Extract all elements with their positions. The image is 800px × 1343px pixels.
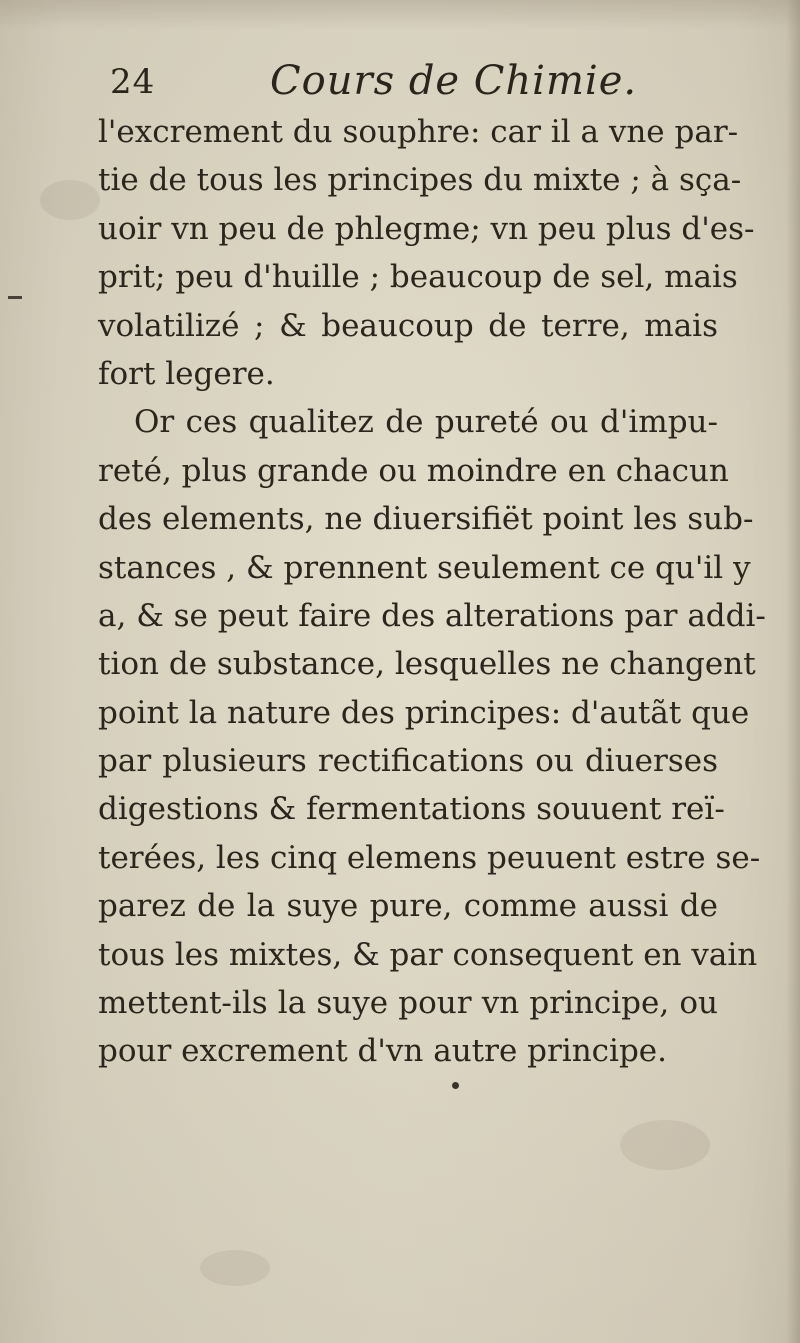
text-line: volatilizé ; & beaucoup de terre, mais: [98, 307, 718, 344]
text-line: par plusieurs rectifications ou diuerses: [98, 743, 718, 780]
body-text: [98, 108, 766, 1076]
paper-stain: [620, 1120, 710, 1170]
text-line: fort legere.: [98, 355, 275, 392]
text-line: Or ces qualitez de pureté ou d'impu-: [134, 404, 718, 441]
text-line: tie de tous les principes du mixte ; à sça-: [98, 162, 742, 199]
text-line: stances , & prennent seulement ce qu'il y: [98, 549, 751, 586]
text-line: digestions & fermentations souuent reï-: [98, 791, 725, 828]
text-line: terées, les cinq elemens peuuent estre se-: [98, 839, 761, 876]
paper-stain: [200, 1250, 270, 1286]
text-line: parez de la suye pure, comme aussi de: [98, 888, 718, 925]
text-line: mettent-ils la suye pour vn principe, ou: [98, 985, 718, 1022]
text-line: tion de substance, lesquelles ne changent: [98, 646, 756, 683]
text-line: prit; peu d'huille ; beaucoup de sel, mais: [98, 259, 738, 296]
margin-mark: [8, 296, 22, 299]
text-line: point la nature des principes: d'autãt que: [98, 694, 750, 731]
text-line: l'excrement du souphre: car il a vne par-: [98, 114, 739, 150]
page-header: [110, 58, 670, 108]
text-line: pour excrement d'vn autre principe.: [98, 1033, 668, 1070]
ink-dot: [452, 1082, 459, 1089]
text-line: reté, plus grande ou moindre en chacun: [98, 452, 729, 489]
page-edge-shadow: [786, 0, 800, 1343]
page-top-shadow: [0, 0, 800, 30]
text-line: des elements, ne diuersifiët point les sub-: [98, 501, 754, 538]
running-title: Cours de Chimie.: [270, 58, 638, 104]
text-line: tous les mixtes, & par consequent en vain: [98, 936, 758, 973]
page-number: 24: [110, 62, 156, 102]
text-line: a, & se peut faire des alterations par addi-: [98, 597, 766, 634]
text-line: uoir vn peu de phlegme; vn peu plus d'es-: [98, 210, 755, 247]
paper-stain: [40, 180, 100, 220]
